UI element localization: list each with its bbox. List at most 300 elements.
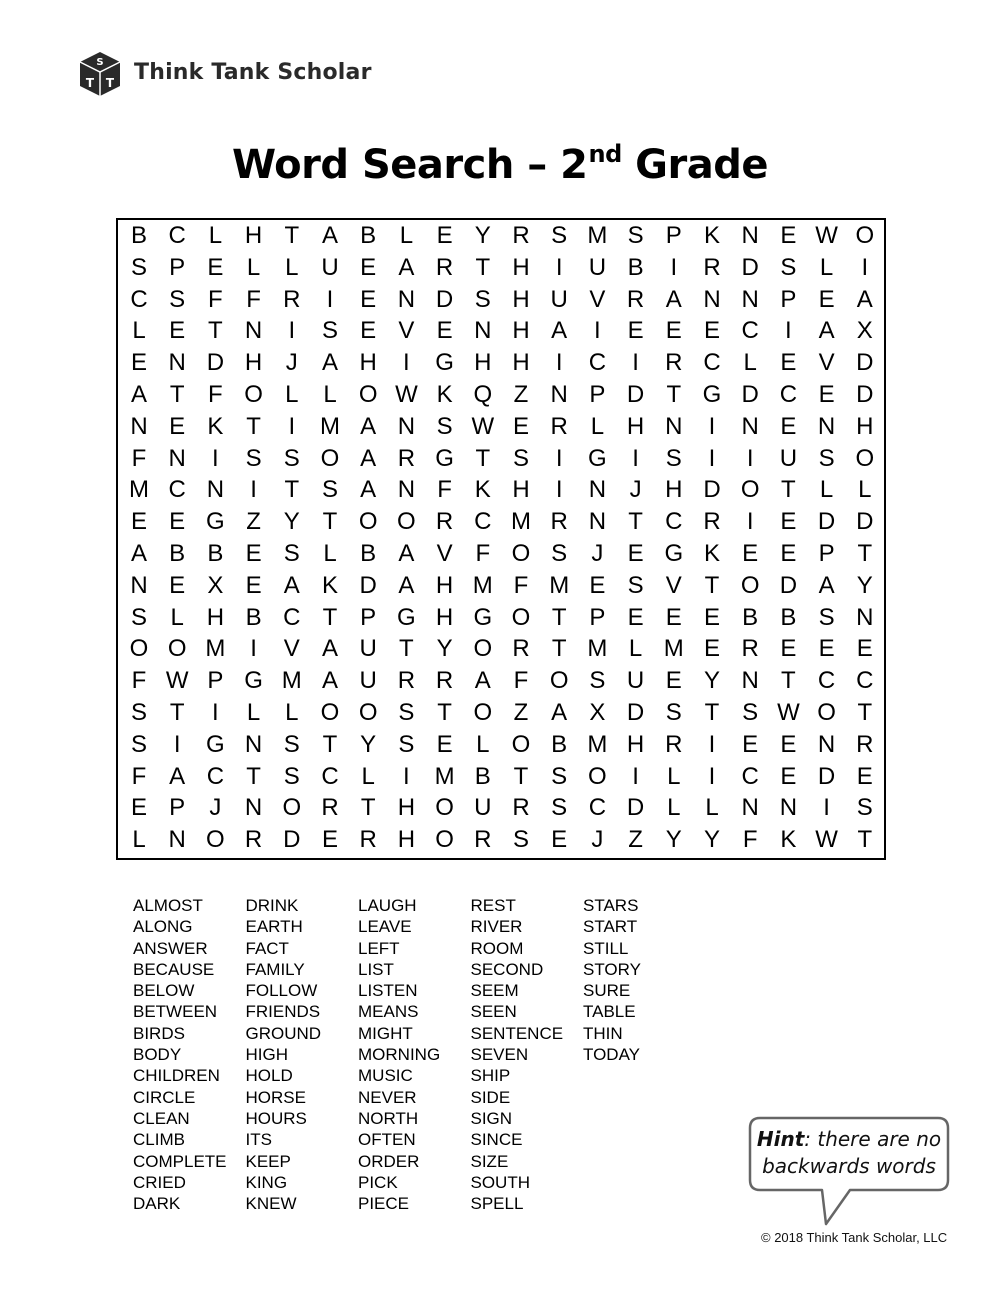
word-list-item: TODAY xyxy=(583,1045,640,1065)
grid-letter: M xyxy=(549,571,570,599)
grid-letter: U xyxy=(321,253,339,281)
grid-letter: H xyxy=(626,730,645,758)
grid-row xyxy=(118,665,884,697)
grid-letter: E xyxy=(780,540,797,567)
grid-row xyxy=(118,824,884,856)
grid-letter: S xyxy=(321,476,338,504)
grid-letter: S xyxy=(627,222,644,249)
grid-letter: T xyxy=(781,476,796,504)
word-list-item: SIZE xyxy=(470,1151,509,1171)
word-list-column xyxy=(133,895,245,1214)
grid-letter: P xyxy=(169,794,186,822)
word-list-item: SECOND xyxy=(470,959,544,979)
grid-letter: L xyxy=(285,381,299,408)
word-list-item: SINCE xyxy=(470,1130,523,1150)
grid-letter: O xyxy=(817,699,836,726)
word-list-item: STARS xyxy=(583,896,639,915)
grid-letter: F xyxy=(131,444,147,472)
word-search-grid xyxy=(116,218,886,860)
grid-letter: Z xyxy=(628,826,643,854)
grid-letter: H xyxy=(244,222,263,249)
grid-letter: G xyxy=(435,349,454,377)
word-list-item: MORNING xyxy=(358,1045,441,1065)
grid-letter: W xyxy=(815,826,838,854)
grid-letter: E xyxy=(856,635,873,663)
grid-letter: P xyxy=(780,285,797,313)
grid-letter: O xyxy=(282,794,302,822)
grid-letter: T xyxy=(475,444,491,472)
word-list-item: HIGH xyxy=(245,1045,288,1065)
grid-letter: U xyxy=(779,444,798,472)
grid-letter: I xyxy=(555,444,563,472)
grid-letter: F xyxy=(246,285,261,313)
grid-letter: I xyxy=(708,762,716,790)
grid-letter: T xyxy=(857,699,873,726)
grid-letter: S xyxy=(130,730,147,758)
grid-letter: U xyxy=(474,794,492,822)
grid-letter: W xyxy=(777,699,800,726)
grid-letter: N xyxy=(206,476,225,504)
grid-letter: N xyxy=(817,730,836,758)
grid-letter: K xyxy=(474,476,491,504)
logo-letter-right: T xyxy=(105,76,115,90)
grid-letter: M xyxy=(205,635,226,663)
grid-letter: W xyxy=(815,222,838,249)
grid-letter: H xyxy=(435,571,454,599)
word-list-item: ROOM xyxy=(470,938,524,958)
grid-letter: J xyxy=(285,349,298,377)
grid-letter: P xyxy=(665,222,682,249)
grid-letter: R xyxy=(321,794,339,822)
grid-letter: X xyxy=(207,571,224,599)
grid-letter: Y xyxy=(360,730,377,758)
grid-letter: N xyxy=(779,794,798,822)
grid-letter: A xyxy=(321,349,338,377)
hint-label: Hint xyxy=(756,1127,805,1151)
grid-letter: D xyxy=(817,762,836,790)
word-list-item: CLIMB xyxy=(133,1130,185,1150)
word-list-item: ALMOST xyxy=(133,896,203,915)
grid-letter: J xyxy=(629,476,642,504)
grid-letter: A xyxy=(474,667,491,695)
word-list-item: HORSE xyxy=(245,1087,306,1107)
grid-letter: T xyxy=(208,317,223,345)
grid-letter: D xyxy=(856,508,874,536)
grid-letter: E xyxy=(627,540,644,567)
grid-row xyxy=(118,443,884,475)
grid-letter: K xyxy=(703,222,720,249)
grid-letter: I xyxy=(861,253,869,281)
word-list-item: GROUND xyxy=(245,1023,322,1043)
grid-letter: E xyxy=(169,412,186,440)
word-list-item: SIGN xyxy=(470,1108,513,1128)
grid-letter: K xyxy=(780,826,797,854)
word-list-item: SEVEN xyxy=(470,1045,529,1065)
grid-letter: F xyxy=(437,476,452,504)
grid-letter: E xyxy=(436,317,453,345)
grid-letter: L xyxy=(323,540,337,567)
grid-letter: V xyxy=(436,540,453,567)
word-list-item: SIDE xyxy=(470,1087,511,1107)
grid-letter: L xyxy=(323,381,337,408)
grid-letter: W xyxy=(471,412,495,440)
grid-letter: R xyxy=(626,285,645,313)
word-list-item: LEFT xyxy=(358,938,400,958)
word-list-item: ITS xyxy=(245,1130,272,1150)
word-list-item: BETWEEN xyxy=(133,1002,218,1022)
grid-letter: E xyxy=(551,826,568,854)
grid-letter: T xyxy=(284,222,300,249)
grid-letter: I xyxy=(555,253,563,281)
grid-letter: F xyxy=(208,381,223,408)
grid-letter: A xyxy=(360,412,377,440)
grid-letter: U xyxy=(588,253,607,281)
grid-letter: O xyxy=(167,635,187,663)
word-list-item: BODY xyxy=(133,1045,182,1065)
grid-letter: E xyxy=(780,349,797,377)
grid-letter: T xyxy=(284,476,300,504)
grid-letter: O xyxy=(588,762,607,790)
grid-letter: R xyxy=(512,794,530,822)
grid-letter: F xyxy=(513,667,529,695)
word-list-item: ALONG xyxy=(133,917,193,937)
grid-letter: O xyxy=(740,571,760,599)
grid-letter: E xyxy=(130,508,147,536)
grid-letter: X xyxy=(589,699,606,726)
word-list-item: START xyxy=(583,917,638,937)
grid-letter: V xyxy=(665,571,682,599)
grid-letter: I xyxy=(212,444,219,472)
grid-row xyxy=(118,697,884,729)
grid-letter: N xyxy=(741,667,759,695)
word-list-item: ANSWER xyxy=(133,938,208,958)
grid-row xyxy=(118,474,884,506)
grid-letter: A xyxy=(321,635,338,663)
grid-letter: M xyxy=(434,762,455,790)
grid-letter: D xyxy=(435,285,454,313)
grid-letter: M xyxy=(281,667,302,695)
grid-letter: D xyxy=(741,253,759,281)
grid-letter: N xyxy=(168,826,186,854)
word-list-column xyxy=(358,895,470,1214)
hint-message: : there are no backwards words xyxy=(762,1127,942,1178)
grid-letter: Y xyxy=(665,826,682,854)
grid-letter: N xyxy=(244,730,263,758)
word-list-item: SURE xyxy=(583,981,631,1001)
grid-letter: S xyxy=(856,794,873,822)
grid-letter: E xyxy=(780,508,797,536)
grid-letter: B xyxy=(551,730,568,758)
grid-letter: I xyxy=(288,412,296,440)
grid-letter: Y xyxy=(474,222,491,249)
grid-letter: T xyxy=(513,762,529,790)
word-list-item: STORY xyxy=(583,959,641,979)
grid-letter: I xyxy=(708,444,716,472)
grid-letter: H xyxy=(474,349,492,377)
grid-letter: T xyxy=(704,571,720,599)
grid-letter: M xyxy=(320,412,340,440)
grid-letter: Y xyxy=(436,635,453,663)
grid-letter: T xyxy=(322,730,338,758)
grid-letter: S xyxy=(130,603,147,631)
grid-letter: H xyxy=(512,476,530,504)
grid-letter: C xyxy=(703,349,721,377)
grid-letter: R xyxy=(741,635,759,663)
grid-letter: I xyxy=(173,730,181,758)
grid-letter: A xyxy=(665,285,682,313)
grid-letter: C xyxy=(168,222,186,249)
grid-letter: N xyxy=(397,412,416,440)
grid-letter: A xyxy=(283,571,300,599)
grid-letter: O xyxy=(511,603,531,631)
grid-letter: O xyxy=(435,794,454,822)
word-list-item: LIST xyxy=(358,959,394,979)
grid-letter: D xyxy=(741,381,759,408)
grid-letter: K xyxy=(436,381,453,408)
word-list-item: LISTEN xyxy=(358,981,418,1001)
grid-letter: R xyxy=(512,635,530,663)
word-list-item: DARK xyxy=(133,1194,181,1214)
grid-letter: R xyxy=(359,826,377,854)
grid-letter: M xyxy=(587,730,608,758)
grid-row xyxy=(118,411,884,443)
grid-letter: A xyxy=(360,476,377,504)
grid-letter: K xyxy=(321,571,338,599)
grid-letter: L xyxy=(246,699,261,726)
word-list-item: NORTH xyxy=(358,1108,419,1128)
grid-letter: F xyxy=(513,571,529,599)
grid-row xyxy=(118,570,884,602)
word-list-item: MEANS xyxy=(358,1002,419,1022)
grid-letter: H xyxy=(435,603,454,631)
grid-letter: O xyxy=(435,826,454,854)
grid-letter: A xyxy=(818,317,835,345)
grid-row xyxy=(118,284,884,316)
grid-letter: S xyxy=(551,540,568,567)
grid-letter: B xyxy=(245,603,262,631)
word-list-item: SHIP xyxy=(470,1066,511,1086)
grid-letter: M xyxy=(587,635,608,663)
grid-letter: C xyxy=(130,285,148,313)
grid-letter: G xyxy=(664,540,684,567)
grid-letter: C xyxy=(856,667,874,695)
grid-letter: C xyxy=(741,762,759,790)
grid-letter: L xyxy=(590,412,605,440)
grid-letter: A xyxy=(818,571,835,599)
grid-letter: N xyxy=(397,476,416,504)
grid-letter: S xyxy=(665,444,682,472)
word-list-item: CRIED xyxy=(133,1172,186,1192)
word-list-item: SEEM xyxy=(470,981,519,1001)
grid-letter: B xyxy=(627,253,644,281)
grid-letter: A xyxy=(130,381,147,408)
grid-letter: S xyxy=(512,826,529,854)
word-list-item: CLEAN xyxy=(133,1108,190,1128)
grid-row xyxy=(118,379,884,411)
grid-row xyxy=(118,220,884,252)
grid-letter: G xyxy=(244,667,263,695)
grid-letter: R xyxy=(550,412,568,440)
grid-letter: A xyxy=(321,222,338,249)
grid-letter: S xyxy=(551,794,568,822)
grid-letter: H xyxy=(856,412,874,440)
word-list-item: FACT xyxy=(245,938,289,958)
grid-letter: T xyxy=(322,603,338,631)
grid-letter: M xyxy=(663,635,684,663)
grid-letter: L xyxy=(858,476,872,504)
grid-letter: Z xyxy=(246,508,261,536)
word-list-item: BECAUSE xyxy=(133,959,215,979)
grid-letter: N xyxy=(244,794,263,822)
grid-letter: H xyxy=(512,253,530,281)
grid-letter: L xyxy=(246,253,261,281)
grid-letter: C xyxy=(588,794,607,822)
grid-letter: E xyxy=(780,635,797,663)
word-list-item: KING xyxy=(245,1172,288,1192)
grid-letter: E xyxy=(245,540,262,567)
grid-letter: T xyxy=(666,381,682,408)
grid-letter: L xyxy=(285,253,299,281)
grid-letter: M xyxy=(129,476,149,504)
grid-letter: L xyxy=(361,762,375,790)
word-list-item: STILL xyxy=(583,938,629,958)
grid-letter: H xyxy=(397,794,416,822)
word-list-column xyxy=(471,895,583,1214)
grid-letter: S xyxy=(818,603,835,631)
word-list-item: MUSIC xyxy=(358,1066,413,1086)
grid-letter: H xyxy=(359,349,377,377)
word-list-item: PIECE xyxy=(358,1194,410,1214)
grid-letter: S xyxy=(169,285,186,313)
word-list-item: FRIENDS xyxy=(245,1002,321,1022)
grid-letter: T xyxy=(704,699,720,726)
grid-letter: S xyxy=(398,699,415,726)
grid-letter: I xyxy=(250,635,257,663)
grid-letter: D xyxy=(856,381,874,408)
grid-letter: R xyxy=(435,253,454,281)
grid-letter: T xyxy=(475,253,491,281)
word-list-item: PICK xyxy=(358,1172,398,1192)
grid-letter: P xyxy=(589,603,606,631)
grid-letter: F xyxy=(208,285,223,313)
grid-letter: P xyxy=(818,540,835,567)
grid-letter: P xyxy=(360,603,377,631)
grid-letter: R xyxy=(665,730,683,758)
grid-letter: O xyxy=(358,699,378,726)
grid-letter: U xyxy=(550,285,568,313)
grid-letter: A xyxy=(398,253,415,281)
grid-letter: W xyxy=(165,667,189,695)
grid-letter: M xyxy=(511,508,531,536)
grid-letter: S xyxy=(512,444,529,472)
grid-letter: O xyxy=(358,381,378,408)
grid-letter: I xyxy=(708,412,716,440)
grid-letter: O xyxy=(855,444,875,472)
word-list-item: KNEW xyxy=(245,1194,297,1214)
grid-letter: J xyxy=(591,826,604,854)
grid-letter: S xyxy=(283,540,300,567)
grid-letter: S xyxy=(742,699,759,726)
grid-letter: E xyxy=(780,730,797,758)
grid-letter: E xyxy=(856,762,873,790)
grid-letter: T xyxy=(551,635,567,663)
grid-letter: E xyxy=(665,667,682,695)
grid-letter: N xyxy=(130,412,148,440)
grid-letter: S xyxy=(245,444,262,472)
grid-letter: S xyxy=(818,444,835,472)
grid-letter: C xyxy=(206,762,225,790)
grid-letter: T xyxy=(857,540,873,567)
grid-letter: Z xyxy=(513,699,529,726)
grid-letter: R xyxy=(512,222,530,249)
grid-letter: U xyxy=(359,667,377,695)
grid-letter: N xyxy=(397,285,416,313)
grid-letter: N xyxy=(130,571,148,599)
grid-letter: L xyxy=(628,635,643,663)
word-list-item: BELOW xyxy=(133,981,195,1001)
grid-letter: D xyxy=(283,826,301,854)
grid-letter: A xyxy=(398,571,415,599)
grid-letter: E xyxy=(169,508,186,536)
grid-letter: G xyxy=(702,381,722,408)
word-list-item: LEAVE xyxy=(358,917,412,937)
grid-letter: D xyxy=(206,349,225,377)
grid-letter: R xyxy=(397,667,416,695)
grid-letter: G xyxy=(397,603,416,631)
grid-letter: N xyxy=(244,317,263,345)
grid-letter: E xyxy=(703,317,720,345)
grid-letter: I xyxy=(785,317,792,345)
grid-letter: N xyxy=(741,285,759,313)
word-list-item: ORDER xyxy=(358,1151,420,1171)
grid-letter: H xyxy=(206,603,225,631)
grid-letter: Y xyxy=(703,826,720,854)
grid-letter: D xyxy=(626,794,645,822)
grid-letter: A xyxy=(551,317,568,345)
grid-letter: R xyxy=(244,826,263,854)
grid-letter: G xyxy=(473,603,493,631)
grid-letter: B xyxy=(474,762,491,790)
grid-letter: C xyxy=(474,508,492,536)
grid-letter: H xyxy=(512,349,530,377)
grid-letter: Y xyxy=(703,667,720,695)
grid-letter: E xyxy=(130,794,147,822)
grid-letter: N xyxy=(856,603,874,631)
grid-letter: D xyxy=(626,381,645,408)
grid-letter: L xyxy=(476,730,490,758)
grid-letter: N xyxy=(168,349,186,377)
grid-letter: E xyxy=(169,317,186,345)
word-list-item: HOURS xyxy=(245,1108,307,1128)
grid-letter: A xyxy=(398,540,415,567)
grid-letter: A xyxy=(360,444,377,472)
grid-letter: R xyxy=(550,508,568,536)
grid-letter: N xyxy=(665,412,683,440)
grid-letter: H xyxy=(244,349,263,377)
logo-cube-icon xyxy=(78,50,122,98)
grid-letter: E xyxy=(627,317,644,345)
word-list-item: SOUTH xyxy=(470,1172,530,1192)
grid-letter: N xyxy=(588,508,607,536)
grid-letter: I xyxy=(594,317,601,345)
grid-letter: X xyxy=(856,317,873,345)
word-list-item: NEVER xyxy=(358,1087,417,1107)
grid-letter: N xyxy=(588,476,607,504)
grid-letter: H xyxy=(397,826,416,854)
grid-letter: L xyxy=(819,253,834,281)
word-list-item: KEEP xyxy=(245,1151,291,1171)
grid-letter: I xyxy=(288,317,296,345)
